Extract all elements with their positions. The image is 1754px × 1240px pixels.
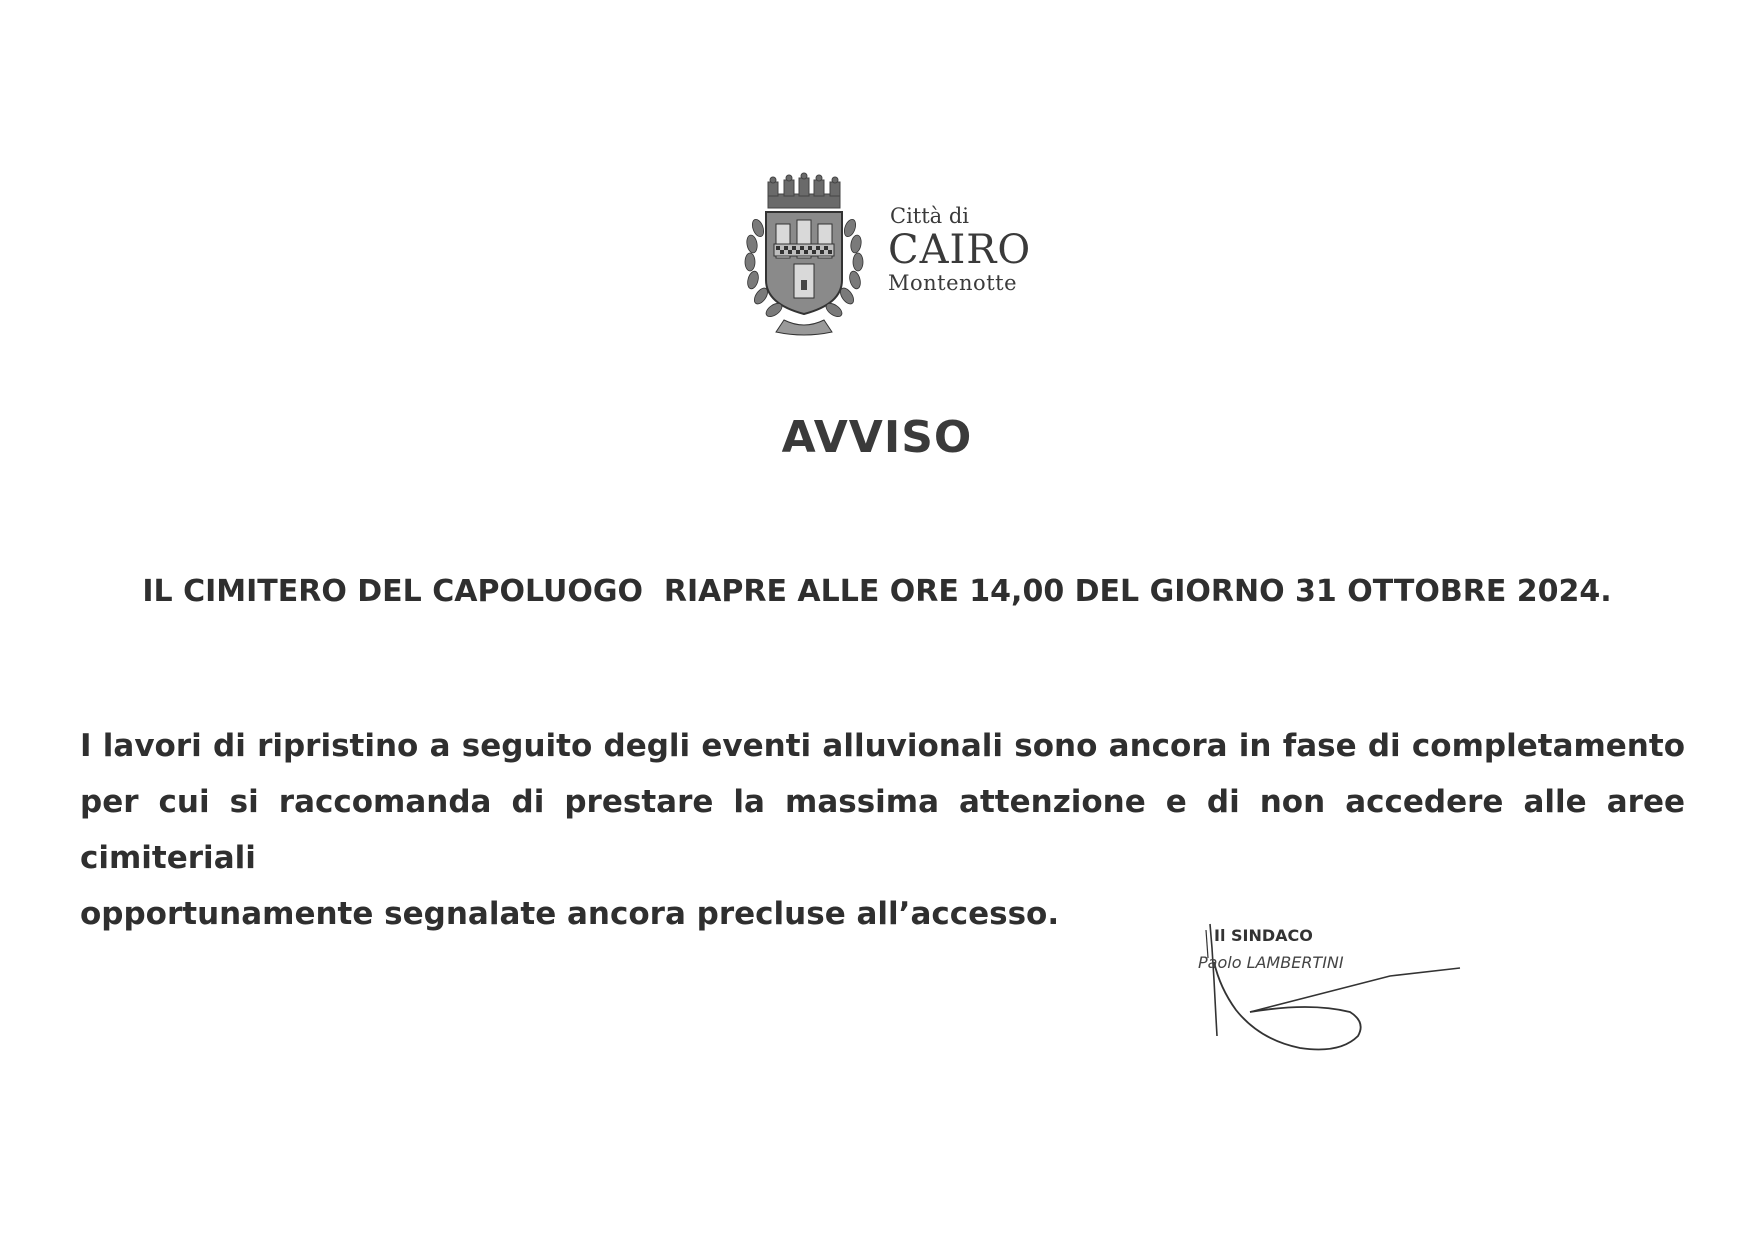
body-line: opportunamente segnalate ancora precluse all’accesso. <box>80 896 1060 932</box>
municipal-header <box>728 168 1058 338</box>
city-name-block <box>888 206 1058 294</box>
notice-body <box>80 718 1685 942</box>
signer-role: Il SINDACO <box>1214 926 1313 945</box>
signature-block <box>1190 918 1490 1068</box>
coat-of-arms-icon <box>728 168 878 338</box>
body-line: per cui si raccomanda di prestare la massima attenzione e di non accedere alle aree cimiteriali <box>80 784 1685 876</box>
body-line: I lavori di ripristino a seguito degli eventi alluvionali sono ancora in fase di completamento <box>80 728 1685 764</box>
signer-name: Paolo LAMBERTINI <box>1198 953 1344 972</box>
city-suffix: Montenotte <box>888 271 1018 295</box>
city-prefix: Città di <box>890 204 970 228</box>
city-name: CAIRO <box>888 227 1032 273</box>
notice-title: AVVISO <box>781 412 973 463</box>
announcement-text: IL CIMITERO DEL CAPOLUOGO RIAPRE ALLE ORE 14,00 DEL GIORNO 31 OTTOBRE 2024. <box>142 574 1612 609</box>
